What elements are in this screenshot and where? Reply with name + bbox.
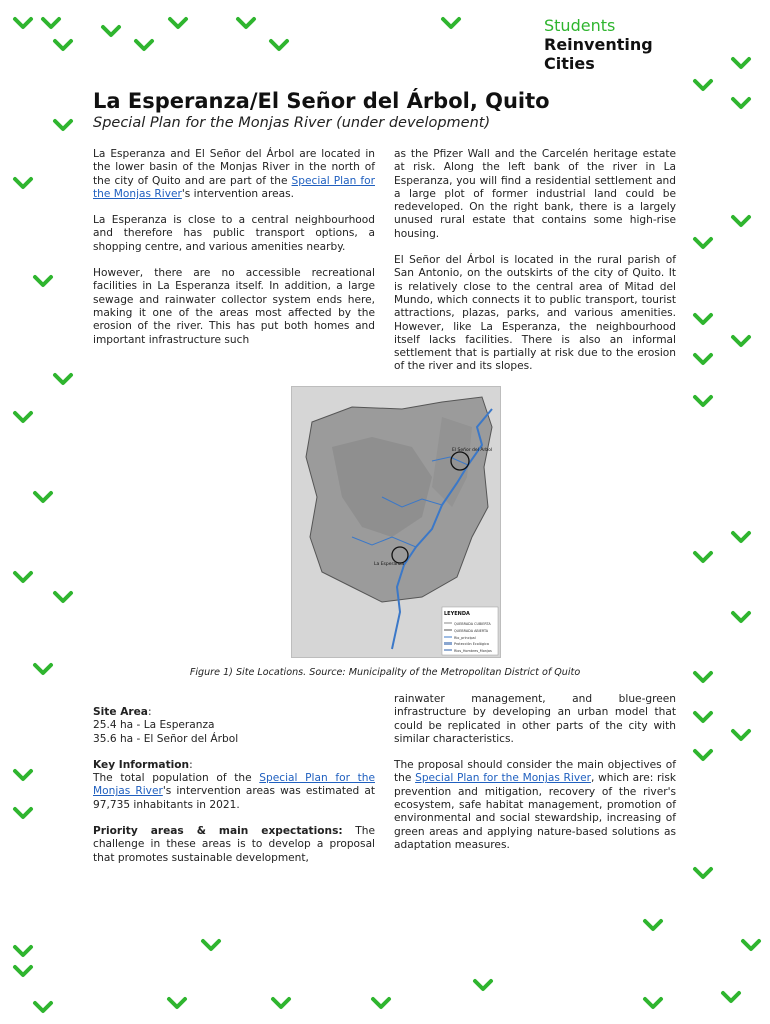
green-chevron-icon [52,38,74,52]
page-subtitle: Special Plan for the Monjas River (under development) [93,115,491,131]
special-plan-link[interactable]: Special Plan for the Monjas River [93,174,375,200]
green-chevron-icon [692,394,714,408]
green-chevron-icon [32,1000,54,1014]
green-chevron-icon [100,24,122,38]
legend-item: QUEBRADA CUBIERTA [454,622,491,626]
key-information-block [93,759,375,812]
intro-paragraph-5: El Señor del Árbol is located in the rural parish of San Antonio, on the outskirts of the city of Quito. It is relatively close to the central area of Mitad del Mundo, which connects it to public transport, tourist attractions, plazas, parks, and various amenities. However, like La Esperanza, the neighbourhood itself lacks facilities. There is also an informal settlement that is partially at risk due to the erosion of the river and its slopes. [394,254,676,373]
site-area-label: Site Area [93,706,148,718]
green-chevron-icon [642,996,664,1010]
green-chevron-icon [32,274,54,288]
green-chevron-icon [12,176,34,190]
green-chevron-icon [730,610,752,624]
intro-text: 's intervention areas. [181,187,295,200]
details-text: The proposal should consider the main objectives of the [394,759,676,785]
special-plan-link[interactable]: Special Plan for the Monjas River [93,772,375,798]
green-chevron-icon [720,990,742,1004]
logo-line-reinventing: Reinventing [544,35,653,54]
green-chevron-icon [12,806,34,820]
green-chevron-icon [166,996,188,1010]
special-plan-link[interactable]: Special Plan for the Monjas River [415,772,592,785]
intro-paragraph-2: La Esperanza is close to a central neighbourhood and therefore has public transport options, a shopping centre, and various amenities nearby. [93,214,375,253]
details-right-column [394,693,676,865]
green-chevron-icon [692,236,714,250]
green-chevron-icon [730,214,752,228]
green-chevron-icon [642,918,664,932]
green-chevron-icon [370,996,392,1010]
intro-left-column [93,148,375,360]
green-chevron-icon [730,56,752,70]
key-information-text: The total population of the [93,772,260,785]
figure-caption: Figure 1) Site Locations. Source: Municipality of the Metropolitan District of Quito [189,667,581,678]
green-chevron-icon [692,312,714,326]
map-graphic [292,387,500,657]
legend-item: Rio_principal [454,636,476,640]
green-chevron-icon [268,38,290,52]
intro-paragraph-3: However, there are no accessible recreational facilities in La Esperanza itself. In addition, a large sewage and rainwater collector system ends here, making it one of the areas most affected by the erosion of the river. This has put both homes and important infrastructure such [93,267,375,346]
green-chevron-icon [167,16,189,30]
green-chevron-icon [12,410,34,424]
green-chevron-icon [472,978,494,992]
green-chevron-icon [32,490,54,504]
key-information-colon: : [189,758,193,771]
priority-areas-label: Priority areas & main expectations: [93,825,343,838]
green-chevron-icon [52,372,74,386]
green-chevron-icon [692,78,714,92]
details-paragraph-2 [394,759,676,852]
key-information-text: 's intervention areas was estimated at 97,735 inhabitants in 2021. [93,785,375,811]
green-chevron-icon [52,118,74,132]
page-title: La Esperanza/El Señor del Árbol, Quito [93,89,550,113]
green-chevron-icon [52,590,74,604]
intro-paragraph-1 [93,148,375,201]
green-chevron-icon [440,16,462,30]
green-chevron-icon [692,550,714,564]
green-chevron-icon [12,16,34,30]
green-chevron-icon [40,16,62,30]
map-label-la-esperanza: La Esperanza [374,562,405,567]
site-area-colon: : [147,706,152,718]
green-chevron-icon [12,944,34,958]
students-reinventing-cities-logo [544,16,653,73]
green-chevron-icon [692,710,714,724]
details-text: , which are: risk prevention and mitigation, recovery of the river's ecosystem, safe habitat management, promotion of environmental and social stewardship, increasing of green areas and applying nature-based solutions as adaptation measures. [394,772,677,851]
green-chevron-icon [12,570,34,584]
details-left-column [93,706,375,878]
priority-areas-block [93,825,375,865]
green-chevron-icon [12,768,34,782]
green-chevron-icon [730,96,752,110]
site-area-block [93,706,375,746]
green-chevron-icon [692,748,714,762]
details-paragraph-1: rainwater management, and blue-green infrastructure by developing an urban model that could be replicated in other parts of the city with similar characteristics. [394,693,676,745]
green-chevron-icon [235,16,257,30]
logo-line-cities: Cities [544,54,595,73]
green-chevron-icon [692,866,714,880]
priority-areas-text: The challenge in these areas is to develop a proposal that promotes sustainable development, [93,825,375,864]
legend-item: Rios_Hombres_Monjas [454,649,492,653]
legend-title: LEYENDA [444,611,470,617]
site-location-map [291,386,501,658]
green-chevron-icon [730,334,752,348]
green-chevron-icon [12,964,34,978]
green-chevron-icon [730,530,752,544]
green-chevron-icon [740,938,762,952]
green-chevron-icon [133,38,155,52]
green-chevron-icon [692,352,714,366]
intro-right-column [394,148,676,387]
legend-item: Protección Ecológica [454,642,489,646]
map-label-senor-del-arbol: El Señor del Árbol [452,448,493,453]
logo-line-students: Students [544,16,616,35]
site-area-senor-del-arbol: 35.6 ha - El Señor del Árbol [93,732,239,745]
green-chevron-icon [200,938,222,952]
green-chevron-icon [730,728,752,742]
site-area-la-esperanza: 25.4 ha - La Esperanza [93,719,215,732]
intro-paragraph-4: as the Pfizer Wall and the Carcelén heritage estate at risk. Along the left bank of the river in La Esperanza, you will find a residential settlement and a large plot of former industrial land could be redeveloped. On the right bank, there is a largely unused rural estate that contains some high-rise housing. [394,148,676,240]
intro-text: La Esperanza and El Señor del Árbol are located in the lower basin of the Monjas River in the north of the city of Quito and are part of the [93,148,375,187]
legend-item: QUEBRADA ABIERTA [454,629,489,633]
green-chevron-icon [270,996,292,1010]
key-information-label: Key Information [93,758,190,771]
